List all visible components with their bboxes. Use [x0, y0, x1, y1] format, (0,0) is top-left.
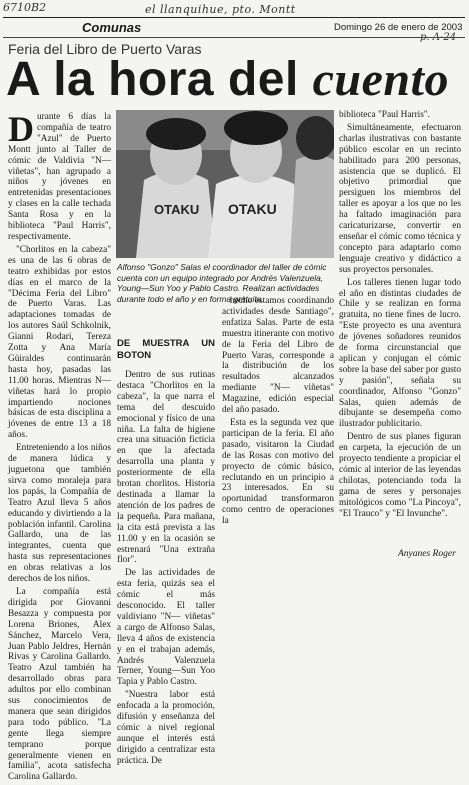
- article-headline: [6, 52, 449, 108]
- photo-caption: Alfonso "Gonzo" Salas el coordinador del taller de cómic cuenta con un equipo integrado por Andrés Valenzuela, Young—Sun Yoo y Pablo Castro. Realizan actividades durante todo el año y en forma gratuita.: [117, 262, 327, 304]
- handwritten-page-note: p. A-24: [420, 32, 457, 43]
- paragraph: Esta es la segunda vez que participan de la feria. El año pasado, visitaron la Ciudad de las Rosas con motivo del proyecto de cómic básico, reclutando en un principio a 23 interesados. En su oportunidad transformaron como centro de operaciones la: [222, 417, 334, 527]
- paragraph: De las actividades de esta feria, quizás sea el cómic el más desconocido. El taller valdiviano "N— viñetas" a cargo de Alfonso Salas, lleva 4 años de existencia y en el trabajan además, Andrés Valenzuela Terner, Young—Sun Yoo Tapia y Pablo Castro.: [117, 568, 215, 688]
- article-column-1: [8, 109, 111, 785]
- article-column-4: [339, 110, 461, 522]
- paragraph: hecho estamos coordinando actividades desde Santiago", enfatiza Salas. Parte de esta muestra itinerante con motivo de la Feria del Libro de Puerto Varas, corresponde a la distribución de los resultados alcanzados mediante "N— viñetas" Magazine, edición especial del año pasado.: [222, 296, 334, 416]
- author-signature: Anyanes Roger: [398, 549, 456, 559]
- drop-cap: D: [8, 109, 34, 149]
- svg-text:OTAKU: OTAKU: [228, 201, 277, 217]
- publication-date: Domingo 26 de enero de 2003: [334, 22, 463, 33]
- paragraph: biblioteca "Paul Harris".: [339, 110, 430, 120]
- paragraph: La compañía está dirigida por Giovanni Besazza y compuesta por Lorena Briones, Alex Sánchez, Marcelo Vera, Juan Pablo Jeldres, Hernán Rivas y Carolina Gallardo. Teatro Azul también ha desarrollado obras para adultos por ello combinan sus conocimientos de manera que sean dirigidos para todo público. "La gente llega siempre temprano porque generalmente vienen en familia", acota satisfecha Carolina Gallardo.: [8, 586, 111, 783]
- article-column-3: [222, 296, 334, 529]
- header-divider: [3, 37, 465, 38]
- article-kicker: Feria del Libro de Puerto Varas: [8, 41, 202, 57]
- svg-text:OTAKU: OTAKU: [154, 202, 200, 217]
- subheading: DE MUESTRA UN BOTON: [117, 338, 215, 361]
- paragraph: "Chorlitos en la cabeza" es una de las 6 obras de teatro exhibidas por estos días en el marco de la "Décima Feria del Libro" de Puerto Varas. Las adaptaciones tomadas de los autores Saúl Schkolnik, Gianni Rodari, Tereza Zotta y Ana María Güiraldes continuarán hasta hoy, pasadas las 11.00 horas. Mientras N—viñetas hará lo propio impartiendo nociones básicas de esta disciplina a jóvenes de entre 13 a 18 años.: [8, 244, 111, 441]
- paragraph: Simultáneamente, efectuaron charlas ilustrativas con bastante público escolar en un recinto habilitado para 200 personas, asistencia que se duplicó. El objetivo primordial que persiguen los miembros del taller es apoyar a los que no les ha faltado imaginación para caricaturizarse, convertir en enseñar el cómic como técnica y concepto para adaptarlo como lenguaje creativo y didáctico a sus proyectos personales.: [339, 122, 461, 275]
- paragraph: "Nuestra labor está enfocada a la promoción, difusión y enseñanza del cómic a nivel regional aunque el interés está dirigido a centralizar esta práctica. De: [117, 690, 215, 766]
- paragraph: Dentro de sus rutinas destaca "Chorlitos en la cabeza", la que narra el tema del descuido emocional y físico de una niña. La falta de higiene crea una situación ficticia en que la afectada desarrolla una planta y posteriormente de ella brotan chorlitos. Historia destinada a llamar la atención de los padres de la pequeña. Para mañana, la cita está prevista a las 11.00 y en la ocasión se estrenará "Una extraña flor".: [117, 370, 215, 566]
- paragraph: Entreteniendo a los niños de manera lúdica y juguetona que también sirva como moraleja para los papás, la Compañía de Teatro Azul lleva 5 años educando y divirtiendo a la población infantil. Carolina Gallardo, una de las integrantes, cuenta que hasta sus representaciones en obras relativas a los derechos de los niños.: [8, 443, 111, 585]
- paragraph-text: urante 6 días la compañía de teatro "Azul" de Puerto Montt junto al Taller de cómic de Valdivia "N—viñetas", han agrupado a niños y jóvenes en entretenidas presentaciones y clases en la calle techada Santa Rosa y en la biblioteca "Paul Harris", respectivamente.: [8, 112, 111, 242]
- paragraph: [8, 109, 111, 243]
- article-photo: [116, 110, 334, 258]
- photo-illustration: [116, 110, 334, 258]
- section-name: Comunas: [82, 20, 142, 35]
- handwritten-source-note: el llanquihue, pto. Montt: [145, 3, 296, 16]
- handwritten-archive-number: 6710B2: [3, 1, 47, 14]
- headline-italic: cuento: [312, 53, 449, 106]
- paragraph: Dentro de sus planes figuran en carpeta, la ejecución de un proyecto tendiente a propiciar el cómic al interior de las leyendas chilotas, potenciando toda la gama de seres y personajes mitológicos como "La Pincoya", "El Trauco" y "El Invunche".: [339, 432, 461, 519]
- paragraph: Los talleres tienen lugar todo el año en distintas ciudades de Chile y se realizan en forma gratuita, no tiene fines de lucro. "Este proyecto es una aventura de jóvenes soñadores reunidos de forma circunstancial que aplican y conjugan el cómic sobre la base del saber por gusto y pasión", señala su coordinador, Alfonso "Gonzo" Salas, quien además de dibujante se desempeña como ilustrador publicitario.: [339, 277, 461, 430]
- headline-main: A la hora del: [6, 53, 313, 106]
- header-rule: [3, 17, 465, 18]
- article-column-2: [117, 336, 215, 769]
